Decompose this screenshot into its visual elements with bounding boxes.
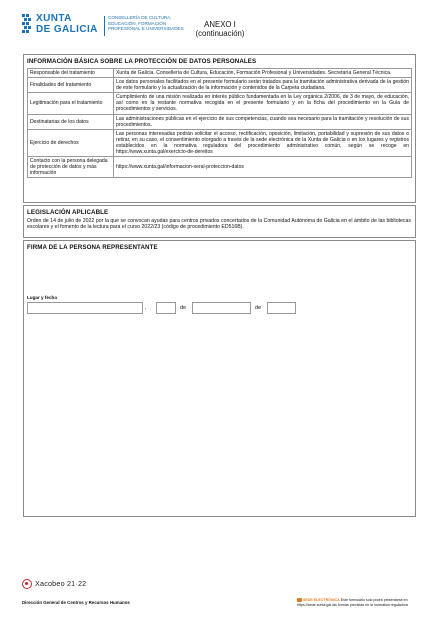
sede-notice bbox=[297, 598, 421, 607]
sede-label: SEDE ELECTRÓNICA bbox=[303, 598, 340, 602]
legislation-text: Orden de 14 de julio de 2022 por la que se convocan ayudas para centros privados concertados de la Comunidad Autónoma de Galicia en el ámbito de las bibliotecas escolares y el fomento de la lectura para el curso 2022/23 (código de procedimiento ED516B). bbox=[27, 218, 411, 231]
data-protection-table bbox=[27, 68, 412, 178]
logo-divider bbox=[104, 16, 105, 36]
row-label: Responsable del tratamiento bbox=[28, 69, 114, 78]
section-title: FIRMA DE LA PERSONA REPRESENTANTE bbox=[27, 244, 158, 251]
place-field[interactable] bbox=[27, 302, 143, 314]
row-value: Las personas interesadas podrán solicitar el acceso, rectificación, oposición, limitación, portabilidad y supresión de sus datos o retirar, en su caso, el consentimiento otorgado a través de la sede electrónica de la Xunta de Galicia o en los lugares y registros establecidos en la normativa reguladora del procedimiento administrativo común, según se recoge en https://www.xunta.gal/exercicio-de-dereitos bbox=[114, 129, 412, 156]
row-value: Cumplimiento de una misión realizada en interés público fundamentada en la Ley orgánica 2/2006, de 3 de mayo, de educación, así como en la restante normativa recogida en el presente formulario y en la ficha del procedimiento en la Guía de procedimientos y servicios. bbox=[114, 93, 412, 114]
sede-text: Este formulario solo podrá presentarse en https://sede.xunta.gal las formas previstas en la normativa reguladora bbox=[297, 598, 408, 607]
legislation-section bbox=[23, 205, 416, 238]
signature-section bbox=[23, 240, 416, 517]
annex-title: ANEXO I bbox=[204, 20, 236, 29]
de-separator: de bbox=[180, 305, 186, 311]
year-field[interactable] bbox=[267, 302, 296, 314]
table-row bbox=[28, 69, 412, 78]
directorate-name: Dirección General de Centros y Recursos Humanos bbox=[22, 600, 130, 605]
row-label: Ejercicio de derechos bbox=[28, 129, 114, 156]
logo-text: XUNTA DE GALICIA bbox=[36, 13, 98, 35]
xunta-logo bbox=[22, 13, 202, 41]
table-row bbox=[28, 78, 412, 93]
data-protection-section bbox=[23, 54, 416, 203]
table-row bbox=[28, 93, 412, 114]
row-value: Xunta de Galicia. Consellería de Cultura, Educación, Formación Profesional y Universidades. Secretaría General Técnica. bbox=[114, 69, 412, 78]
annex-subtitle: (continuación) bbox=[195, 28, 245, 38]
de-separator: de bbox=[255, 305, 261, 311]
comma-separator: , bbox=[145, 305, 147, 311]
month-field[interactable] bbox=[192, 302, 251, 314]
row-label: Destinatarias de los datos bbox=[28, 114, 114, 129]
page-header bbox=[0, 0, 439, 50]
place-date-label: Lugar y fecha bbox=[27, 295, 57, 300]
xacobeo-icon bbox=[22, 579, 32, 589]
annex-heading bbox=[190, 21, 250, 38]
table-row bbox=[28, 129, 412, 156]
row-value: Los datos personales facilitados en el presente formulario serán tratados para la tramitación administrativa derivada de la gestión de este formulario y la actualización de la información y contenidos de la Carpeta ciudadana. bbox=[114, 78, 412, 93]
day-field[interactable] bbox=[156, 302, 176, 314]
row-value: Las administraciones públicas en el ejercicio de sus competencias, cuando sea necesario para la tramitación y resolución de sus procedimientos. bbox=[114, 114, 412, 129]
row-label: Contacto con la persona delegada de protección de datos y más información bbox=[28, 157, 114, 178]
xunta-mark-icon bbox=[22, 14, 32, 36]
sede-icon bbox=[297, 598, 302, 602]
section-title: LEGISLACIÓN APLICABLE bbox=[27, 209, 109, 216]
row-value: https://www.xunta.gal/informacion-xeral-proteccion-datos bbox=[114, 157, 412, 178]
row-label: Finalidades del tratamiento bbox=[28, 78, 114, 93]
xacobeo-text: Xacobeo 21·22 bbox=[35, 579, 87, 588]
xacobeo-logo bbox=[22, 579, 102, 591]
row-label: Legitimación para el tratamiento bbox=[28, 93, 114, 114]
table-row bbox=[28, 114, 412, 129]
department-name: CONSELLERÍA DE CULTURA, EDUCACIÓN, FORMACIÓN PROFESIONAL E UNIVERSIDADES bbox=[108, 15, 184, 32]
table-row bbox=[28, 157, 412, 178]
section-title: INFORMACIÓN BÁSICA SOBRE LA PROTECCIÓN DE DATOS PERSONALES bbox=[27, 58, 257, 65]
